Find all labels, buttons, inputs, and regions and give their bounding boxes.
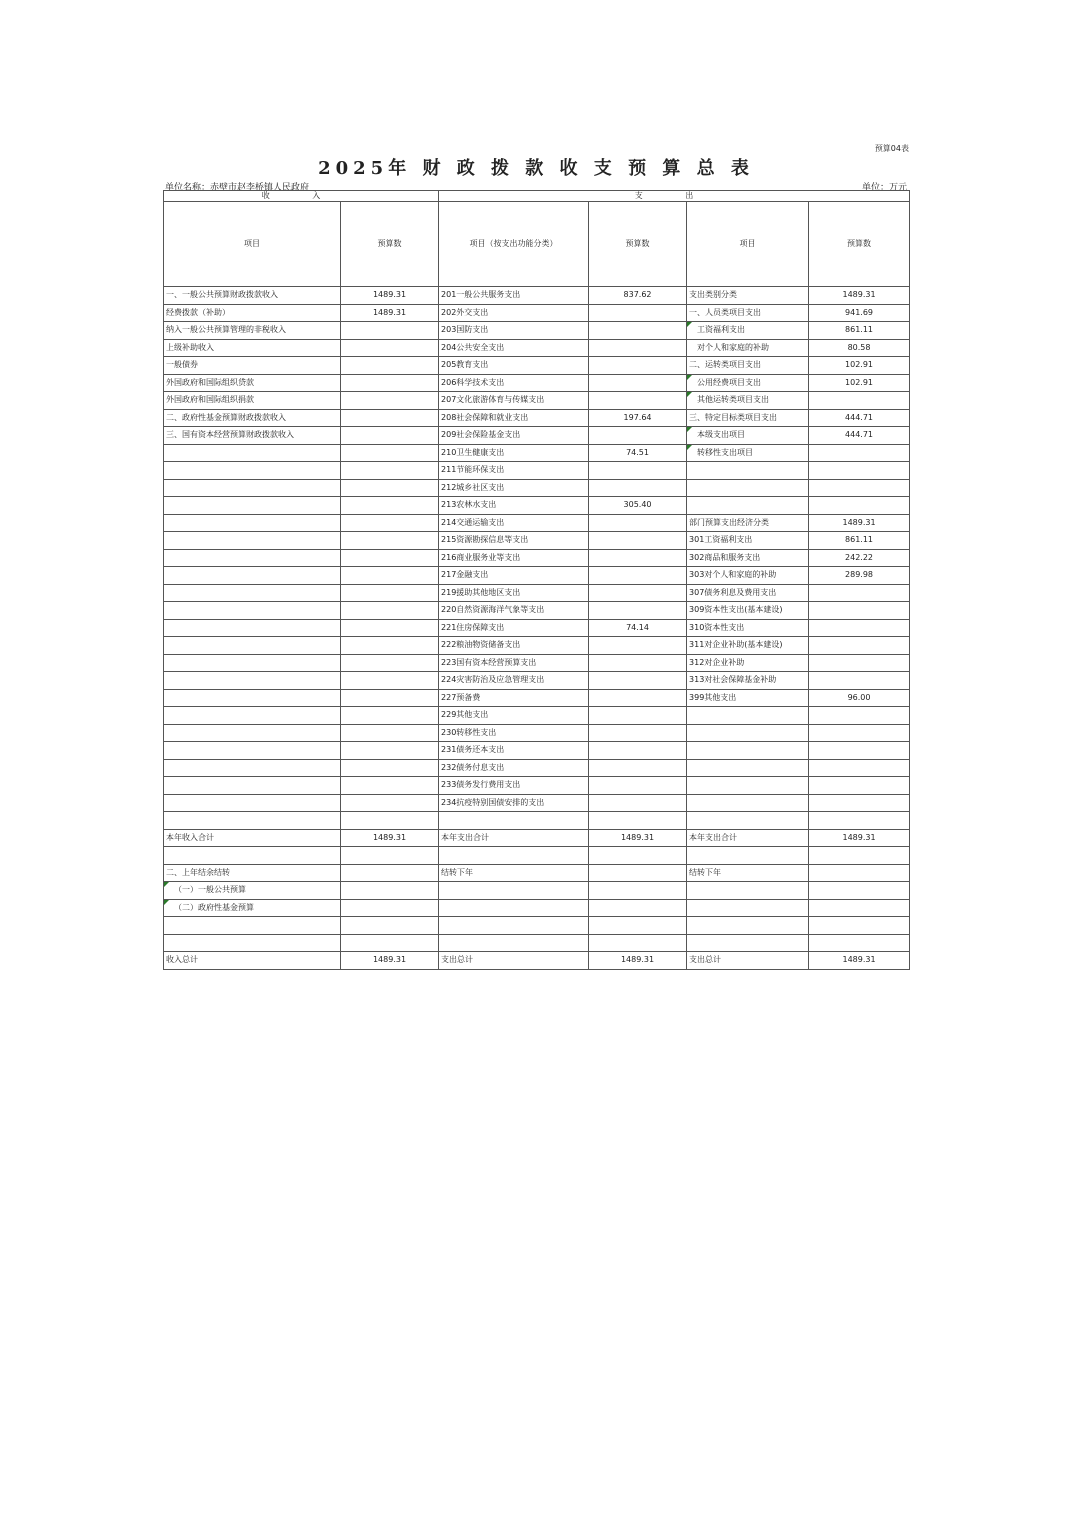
amount-cell: 861.11 bbox=[809, 322, 910, 340]
table-row bbox=[164, 689, 910, 707]
item-cell: 209社会保险基金支出 bbox=[439, 427, 589, 445]
item-cell bbox=[164, 637, 341, 655]
amount-cell bbox=[589, 357, 687, 375]
table-row bbox=[164, 917, 910, 935]
item-cell: 219援助其他地区支出 bbox=[439, 584, 589, 602]
amount-cell bbox=[589, 584, 687, 602]
item-cell bbox=[164, 724, 341, 742]
item-cell: 本年支出合计 bbox=[439, 829, 589, 847]
amount-cell bbox=[809, 602, 910, 620]
item-cell bbox=[164, 672, 341, 690]
amount-cell bbox=[809, 619, 910, 637]
table-row bbox=[164, 794, 910, 812]
amount-cell bbox=[341, 934, 439, 952]
amount-cell bbox=[341, 742, 439, 760]
amount-cell: 289.98 bbox=[809, 567, 910, 585]
item-cell bbox=[439, 917, 589, 935]
item-cell: 一、人员类项目支出 bbox=[687, 304, 809, 322]
amount-cell: 1489.31 bbox=[809, 952, 910, 970]
amount-cell bbox=[589, 427, 687, 445]
amount-cell bbox=[341, 777, 439, 795]
item-cell: 301工资福利支出 bbox=[687, 532, 809, 550]
amount-cell bbox=[809, 742, 910, 760]
amount-cell bbox=[809, 497, 910, 515]
item-cell bbox=[164, 654, 341, 672]
amount-cell: 941.69 bbox=[809, 304, 910, 322]
item-cell: 215资源勘探信息等支出 bbox=[439, 532, 589, 550]
item-cell: 收入总计 bbox=[164, 952, 341, 970]
item-cell: 201一般公共服务支出 bbox=[439, 287, 589, 305]
item-cell bbox=[164, 602, 341, 620]
amount-cell: 444.71 bbox=[809, 427, 910, 445]
amount-cell bbox=[589, 777, 687, 795]
amount-cell: 80.58 bbox=[809, 339, 910, 357]
item-cell bbox=[164, 567, 341, 585]
item-cell bbox=[164, 619, 341, 637]
amount-cell bbox=[341, 602, 439, 620]
amount-cell bbox=[809, 672, 910, 690]
item-cell bbox=[687, 812, 809, 830]
item-cell: 212城乡社区支出 bbox=[439, 479, 589, 497]
amount-cell bbox=[341, 899, 439, 917]
amount-cell bbox=[809, 847, 910, 865]
item-cell bbox=[687, 847, 809, 865]
amount-cell bbox=[589, 724, 687, 742]
amount-cell bbox=[809, 707, 910, 725]
item-cell: 对个人和家庭的补助 bbox=[687, 339, 809, 357]
item-cell: 208社会保障和就业支出 bbox=[439, 409, 589, 427]
amount-cell bbox=[341, 392, 439, 410]
item-cell: 205教育支出 bbox=[439, 357, 589, 375]
item-cell: 203国防支出 bbox=[439, 322, 589, 340]
item-cell bbox=[439, 882, 589, 900]
item-cell: 216商业服务业等支出 bbox=[439, 549, 589, 567]
item-cell: 213农林水支出 bbox=[439, 497, 589, 515]
table-row bbox=[164, 479, 910, 497]
item-cell bbox=[439, 812, 589, 830]
amount-cell bbox=[341, 462, 439, 480]
item-cell bbox=[164, 777, 341, 795]
amount-cell bbox=[341, 812, 439, 830]
item-cell bbox=[687, 759, 809, 777]
amount-cell: 1489.31 bbox=[341, 287, 439, 305]
amount-cell bbox=[589, 637, 687, 655]
amount-cell: 74.14 bbox=[589, 619, 687, 637]
item-cell bbox=[164, 479, 341, 497]
item-cell: 三、国有资本经营预算财政拨款收入 bbox=[164, 427, 341, 445]
amount-cell: 74.51 bbox=[589, 444, 687, 462]
item-cell bbox=[164, 847, 341, 865]
amount-cell bbox=[341, 847, 439, 865]
item-cell: 外国政府和国际组织贷款 bbox=[164, 374, 341, 392]
amount-cell bbox=[589, 304, 687, 322]
amount-cell: 1489.31 bbox=[809, 514, 910, 532]
item-cell bbox=[164, 444, 341, 462]
item-cell: 311对企业补助(基本建设) bbox=[687, 637, 809, 655]
item-cell: 一、一般公共预算财政拨款收入 bbox=[164, 287, 341, 305]
amount-cell bbox=[341, 409, 439, 427]
amount-cell: 242.22 bbox=[809, 549, 910, 567]
item-cell: 公用经费项目支出 bbox=[687, 374, 809, 392]
amount-cell bbox=[341, 479, 439, 497]
item-cell: 307债务利息及费用支出 bbox=[687, 584, 809, 602]
column-header: 预算数 bbox=[589, 202, 687, 287]
table-row bbox=[164, 742, 910, 760]
item-cell: 本年支出合计 bbox=[687, 829, 809, 847]
income-section-header: 收 入 bbox=[164, 191, 439, 202]
unit-label: 单位：万元 bbox=[861, 183, 907, 193]
amount-cell bbox=[809, 637, 910, 655]
amount-cell bbox=[589, 532, 687, 550]
amount-cell bbox=[809, 794, 910, 812]
amount-cell: 444.71 bbox=[809, 409, 910, 427]
amount-cell: 1489.31 bbox=[341, 829, 439, 847]
amount-cell bbox=[809, 479, 910, 497]
amount-cell bbox=[341, 794, 439, 812]
item-cell: 三、特定目标类项目支出 bbox=[687, 409, 809, 427]
item-cell: 207文化旅游体育与传媒支出 bbox=[439, 392, 589, 410]
item-cell bbox=[687, 742, 809, 760]
item-cell: 支出总计 bbox=[439, 952, 589, 970]
amount-cell bbox=[341, 549, 439, 567]
amount-cell: 1489.31 bbox=[341, 304, 439, 322]
item-cell: 232债务付息支出 bbox=[439, 759, 589, 777]
amount-cell bbox=[809, 917, 910, 935]
amount-cell bbox=[589, 672, 687, 690]
table-row bbox=[164, 584, 910, 602]
item-cell bbox=[687, 882, 809, 900]
amount-cell bbox=[809, 934, 910, 952]
amount-cell bbox=[589, 742, 687, 760]
item-cell bbox=[687, 724, 809, 742]
item-cell: 二、上年结余结转 bbox=[164, 864, 341, 882]
item-cell bbox=[687, 899, 809, 917]
amount-cell: 861.11 bbox=[809, 532, 910, 550]
amount-cell bbox=[809, 864, 910, 882]
table-row bbox=[164, 304, 910, 322]
amount-cell bbox=[809, 882, 910, 900]
item-cell: 本年收入合计 bbox=[164, 829, 341, 847]
table-row bbox=[164, 462, 910, 480]
item-cell: 支出类别分类 bbox=[687, 287, 809, 305]
table-row bbox=[164, 672, 910, 690]
amount-cell bbox=[589, 864, 687, 882]
column-header-row bbox=[164, 202, 910, 287]
item-cell: 二、运转类项目支出 bbox=[687, 357, 809, 375]
table-row bbox=[164, 567, 910, 585]
table-row bbox=[164, 444, 910, 462]
item-cell: 231债务还本支出 bbox=[439, 742, 589, 760]
amount-cell bbox=[341, 584, 439, 602]
amount-cell bbox=[809, 654, 910, 672]
section-header-row bbox=[164, 191, 910, 202]
amount-cell: 1489.31 bbox=[589, 829, 687, 847]
amount-cell bbox=[809, 444, 910, 462]
column-header: 项目（按支出功能分类） bbox=[439, 202, 589, 287]
column-header: 预算数 bbox=[341, 202, 439, 287]
amount-cell: 102.91 bbox=[809, 374, 910, 392]
item-cell bbox=[687, 934, 809, 952]
table-row bbox=[164, 322, 910, 340]
item-cell: 204公共安全支出 bbox=[439, 339, 589, 357]
amount-cell bbox=[341, 759, 439, 777]
table-row bbox=[164, 619, 910, 637]
item-cell: 313对社会保障基金补助 bbox=[687, 672, 809, 690]
amount-cell bbox=[341, 672, 439, 690]
amount-cell: 96.00 bbox=[809, 689, 910, 707]
table-row bbox=[164, 287, 910, 305]
item-cell bbox=[164, 742, 341, 760]
item-cell: 结转下年 bbox=[687, 864, 809, 882]
amount-cell bbox=[809, 724, 910, 742]
item-cell: 外国政府和国际组织捐款 bbox=[164, 392, 341, 410]
item-cell bbox=[164, 759, 341, 777]
amount-cell bbox=[589, 514, 687, 532]
amount-cell bbox=[589, 689, 687, 707]
amount-cell bbox=[589, 812, 687, 830]
item-cell bbox=[687, 794, 809, 812]
item-cell: 217金融支出 bbox=[439, 567, 589, 585]
amount-cell bbox=[809, 462, 910, 480]
table-row bbox=[164, 392, 910, 410]
column-header: 预算数 bbox=[809, 202, 910, 287]
amount-cell bbox=[809, 584, 910, 602]
item-cell: 302商品和服务支出 bbox=[687, 549, 809, 567]
amount-cell: 1489.31 bbox=[589, 952, 687, 970]
amount-cell bbox=[341, 689, 439, 707]
item-cell bbox=[164, 794, 341, 812]
amount-cell: 1489.31 bbox=[809, 287, 910, 305]
table-row bbox=[164, 427, 910, 445]
item-cell bbox=[164, 497, 341, 515]
item-cell: 310资本性支出 bbox=[687, 619, 809, 637]
amount-cell bbox=[589, 882, 687, 900]
item-cell: 结转下年 bbox=[439, 864, 589, 882]
item-cell bbox=[687, 479, 809, 497]
item-cell: 部门预算支出经济分类 bbox=[687, 514, 809, 532]
item-cell: 纳入一般公共预算管理的非税收入 bbox=[164, 322, 341, 340]
amount-cell bbox=[589, 654, 687, 672]
unit-name: 单位名称：赤壁市赵李桥镇人民政府 bbox=[165, 183, 310, 193]
amount-cell bbox=[589, 567, 687, 585]
item-cell bbox=[164, 549, 341, 567]
amount-cell bbox=[589, 602, 687, 620]
amount-cell bbox=[341, 497, 439, 515]
amount-cell bbox=[589, 462, 687, 480]
amount-cell: 305.40 bbox=[589, 497, 687, 515]
item-cell bbox=[164, 532, 341, 550]
amount-cell bbox=[341, 514, 439, 532]
item-cell: 202外交支出 bbox=[439, 304, 589, 322]
item-cell: 一般债券 bbox=[164, 357, 341, 375]
amount-cell bbox=[341, 532, 439, 550]
amount-cell bbox=[341, 357, 439, 375]
table-row bbox=[164, 952, 910, 970]
table-row bbox=[164, 829, 910, 847]
item-cell: 220自然资源海洋气象等支出 bbox=[439, 602, 589, 620]
amount-cell bbox=[341, 444, 439, 462]
item-cell bbox=[164, 514, 341, 532]
item-cell: 221住房保障支出 bbox=[439, 619, 589, 637]
amount-cell bbox=[589, 322, 687, 340]
item-cell: 上级补助收入 bbox=[164, 339, 341, 357]
item-cell: 本级支出项目 bbox=[687, 427, 809, 445]
table-row bbox=[164, 602, 910, 620]
table-row bbox=[164, 899, 910, 917]
item-cell: 其他运转类项目支出 bbox=[687, 392, 809, 410]
amount-cell bbox=[589, 759, 687, 777]
item-cell: 214交通运输支出 bbox=[439, 514, 589, 532]
amount-cell bbox=[589, 899, 687, 917]
amount-cell: 102.91 bbox=[809, 357, 910, 375]
table-row bbox=[164, 339, 910, 357]
amount-cell bbox=[341, 374, 439, 392]
table-row bbox=[164, 812, 910, 830]
table-row bbox=[164, 637, 910, 655]
amount-cell bbox=[341, 864, 439, 882]
item-cell bbox=[164, 812, 341, 830]
amount-cell bbox=[589, 339, 687, 357]
table-row bbox=[164, 847, 910, 865]
amount-cell bbox=[341, 707, 439, 725]
amount-cell bbox=[589, 549, 687, 567]
amount-cell bbox=[341, 567, 439, 585]
item-cell: 经费拨款（补助） bbox=[164, 304, 341, 322]
table-row bbox=[164, 497, 910, 515]
item-cell bbox=[164, 934, 341, 952]
amount-cell bbox=[341, 637, 439, 655]
table-row bbox=[164, 777, 910, 795]
item-cell: 234抗疫特别国债安排的支出 bbox=[439, 794, 589, 812]
item-cell: 支出总计 bbox=[687, 952, 809, 970]
table-row bbox=[164, 864, 910, 882]
item-cell bbox=[164, 917, 341, 935]
item-cell: 工资福利支出 bbox=[687, 322, 809, 340]
table-row bbox=[164, 654, 910, 672]
amount-cell bbox=[589, 917, 687, 935]
item-cell: 399其他支出 bbox=[687, 689, 809, 707]
item-cell: （二）政府性基金预算 bbox=[164, 899, 341, 917]
table-row bbox=[164, 514, 910, 532]
amount-cell bbox=[341, 882, 439, 900]
item-cell: 309资本性支出(基本建设) bbox=[687, 602, 809, 620]
amount-cell bbox=[589, 847, 687, 865]
amount-cell bbox=[809, 777, 910, 795]
amount-cell bbox=[809, 899, 910, 917]
column-header: 项目 bbox=[687, 202, 809, 287]
item-cell bbox=[687, 917, 809, 935]
table-row bbox=[164, 759, 910, 777]
item-cell: 转移性支出项目 bbox=[687, 444, 809, 462]
amount-cell bbox=[589, 479, 687, 497]
amount-cell bbox=[341, 427, 439, 445]
amount-cell bbox=[809, 812, 910, 830]
item-cell: 233债务发行费用支出 bbox=[439, 777, 589, 795]
item-cell bbox=[439, 934, 589, 952]
amount-cell bbox=[589, 794, 687, 812]
amount-cell bbox=[809, 392, 910, 410]
amount-cell: 197.64 bbox=[589, 409, 687, 427]
amount-cell: 837.62 bbox=[589, 287, 687, 305]
amount-cell bbox=[341, 654, 439, 672]
amount-cell bbox=[589, 934, 687, 952]
item-cell bbox=[687, 497, 809, 515]
item-cell: 303对个人和家庭的补助 bbox=[687, 567, 809, 585]
item-cell: 222粮油物资储备支出 bbox=[439, 637, 589, 655]
item-cell: 224灾害防治及应急管理支出 bbox=[439, 672, 589, 690]
table-row bbox=[164, 934, 910, 952]
column-header: 项目 bbox=[164, 202, 341, 287]
table-row bbox=[164, 357, 910, 375]
table-row bbox=[164, 549, 910, 567]
amount-cell bbox=[341, 724, 439, 742]
amount-cell: 1489.31 bbox=[809, 829, 910, 847]
table-row bbox=[164, 707, 910, 725]
amount-cell bbox=[589, 374, 687, 392]
item-cell: 206科学技术支出 bbox=[439, 374, 589, 392]
amount-cell bbox=[809, 759, 910, 777]
table-row bbox=[164, 374, 910, 392]
table-row bbox=[164, 882, 910, 900]
page-title: 2025年 财 政 拨 款 收 支 预 算 总 表 bbox=[318, 158, 754, 179]
item-cell: 210卫生健康支出 bbox=[439, 444, 589, 462]
item-cell bbox=[439, 847, 589, 865]
item-cell: 227预备费 bbox=[439, 689, 589, 707]
item-cell: 二、政府性基金预算财政拨款收入 bbox=[164, 409, 341, 427]
expense-section-header: 支 出 bbox=[439, 191, 910, 202]
amount-cell bbox=[341, 339, 439, 357]
table-row bbox=[164, 409, 910, 427]
table-row bbox=[164, 724, 910, 742]
amount-cell bbox=[341, 619, 439, 637]
item-cell bbox=[164, 689, 341, 707]
budget-table bbox=[163, 190, 910, 970]
item-cell bbox=[687, 707, 809, 725]
amount-cell bbox=[589, 392, 687, 410]
table-row bbox=[164, 532, 910, 550]
item-cell: 223国有资本经营预算支出 bbox=[439, 654, 589, 672]
amount-cell bbox=[341, 917, 439, 935]
amount-cell: 1489.31 bbox=[341, 952, 439, 970]
item-cell bbox=[164, 707, 341, 725]
form-code: 预算04表 bbox=[874, 144, 909, 153]
item-cell: （一）一般公共预算 bbox=[164, 882, 341, 900]
amount-cell bbox=[341, 322, 439, 340]
item-cell: 211节能环保支出 bbox=[439, 462, 589, 480]
item-cell: 312对企业补助 bbox=[687, 654, 809, 672]
item-cell bbox=[164, 462, 341, 480]
item-cell bbox=[164, 584, 341, 602]
item-cell: 230转移性支出 bbox=[439, 724, 589, 742]
item-cell bbox=[439, 899, 589, 917]
item-cell bbox=[687, 777, 809, 795]
amount-cell bbox=[589, 707, 687, 725]
item-cell bbox=[687, 462, 809, 480]
item-cell: 229其他支出 bbox=[439, 707, 589, 725]
